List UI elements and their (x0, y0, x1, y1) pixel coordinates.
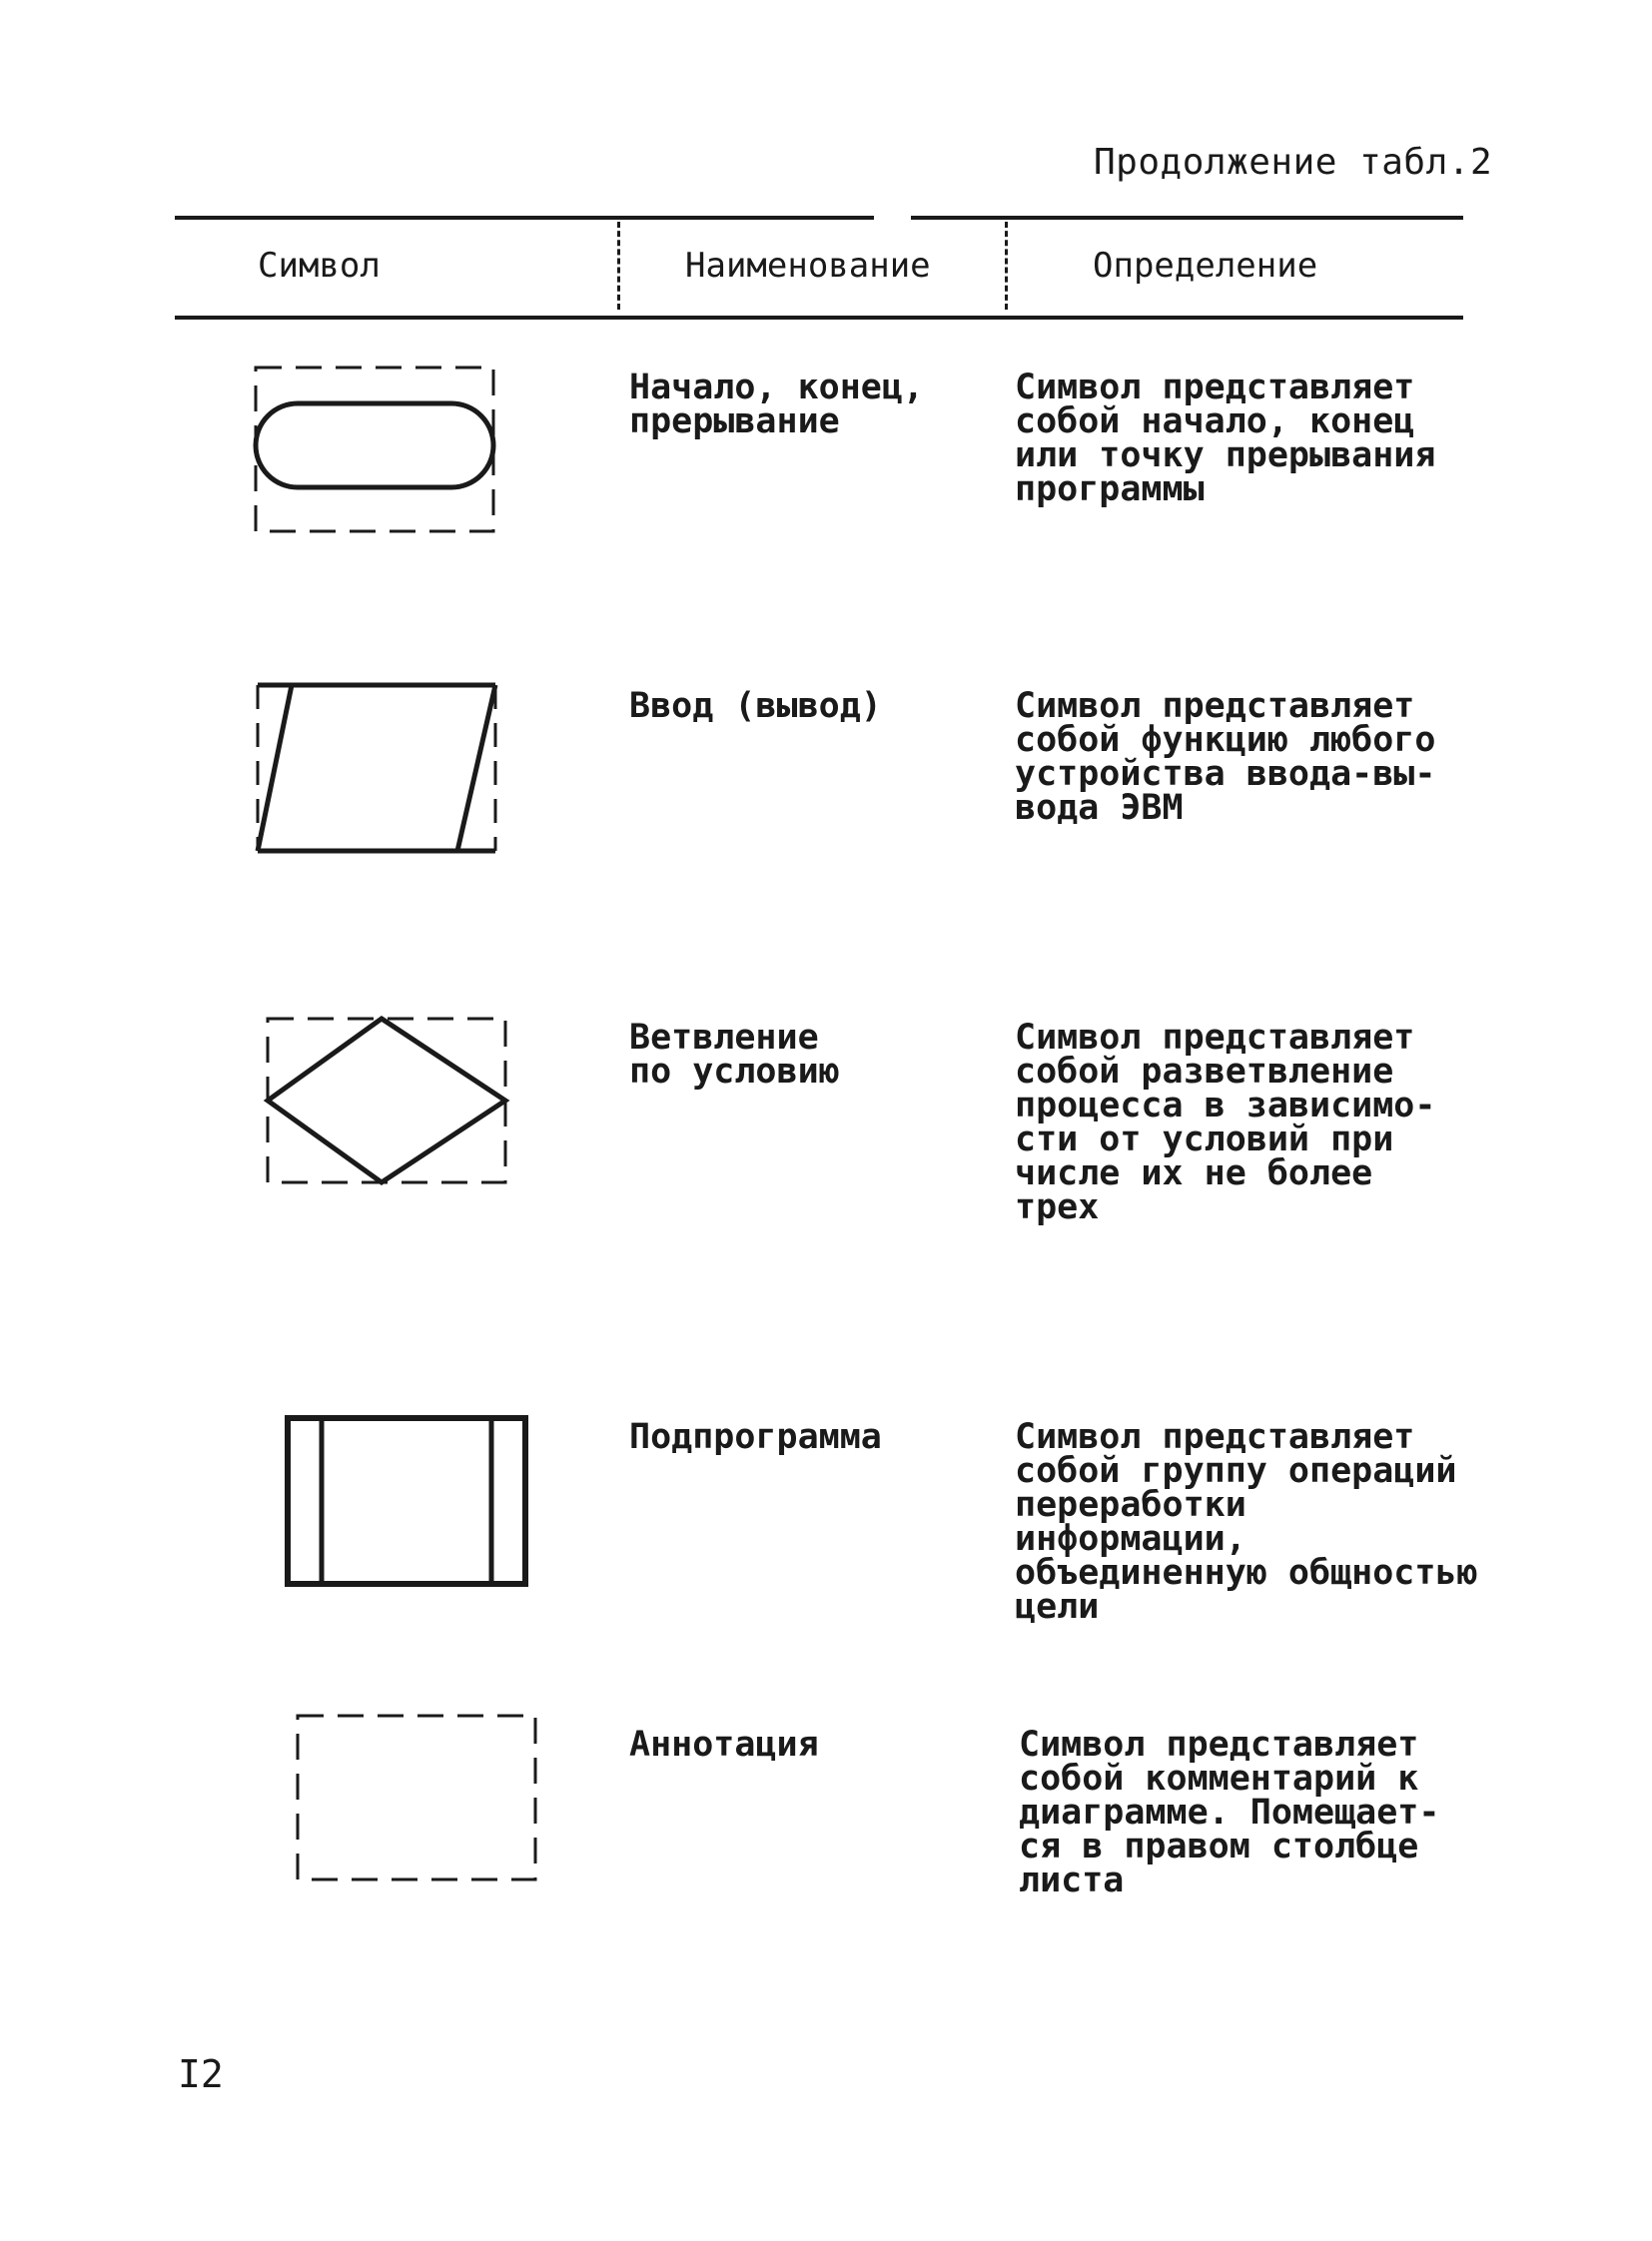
table-row-name: Подпрограмма (629, 1417, 882, 1457)
subroutine-symbol-icon (282, 1412, 531, 1592)
table-row-name: Ввод (вывод) (629, 686, 882, 726)
table-row-definition: Символ представляет собой комментарий к диаграмме. Помещает- ся в правом столбце листа (1019, 1725, 1440, 1900)
header-column-separator-1 (617, 222, 620, 310)
table-row-definition: Символ представляет собой группу операций переработки информации, объединенную общностью цели (1015, 1417, 1478, 1627)
column-header-symbol: Символ (258, 246, 381, 286)
column-header-definition: Определение (1093, 246, 1318, 286)
table-top-rule-right (911, 216, 1463, 220)
table-top-rule (175, 216, 874, 220)
header-column-separator-2 (1005, 222, 1008, 310)
table-continuation-label: Продолжение табл.2 (1094, 142, 1493, 183)
terminator-symbol-icon (250, 362, 499, 537)
table-row-definition: Символ представляет собой начало, конец или точку прерывания программы (1015, 368, 1436, 509)
table-row-name: Аннотация (629, 1725, 819, 1765)
annotation-symbol-icon (292, 1710, 541, 1885)
table-row-definition: Символ представляет собой функцию любого устройства ввода-вы- вода ЭВМ (1015, 686, 1436, 828)
decision-symbol-icon (262, 1011, 511, 1190)
table-header-bottom-rule (175, 316, 1463, 320)
table-row-definition: Символ представляет собой разветвление процесса в зависимо- сти от условий при числе их не более трех (1015, 1018, 1436, 1227)
column-header-name: Наименование (685, 246, 931, 286)
table-row-name: Ветвление по условию (629, 1018, 840, 1092)
table-row-name: Начало, конец, прерывание (629, 368, 925, 441)
input-output-symbol-icon (252, 677, 501, 859)
page-number: I2 (178, 2052, 224, 2096)
